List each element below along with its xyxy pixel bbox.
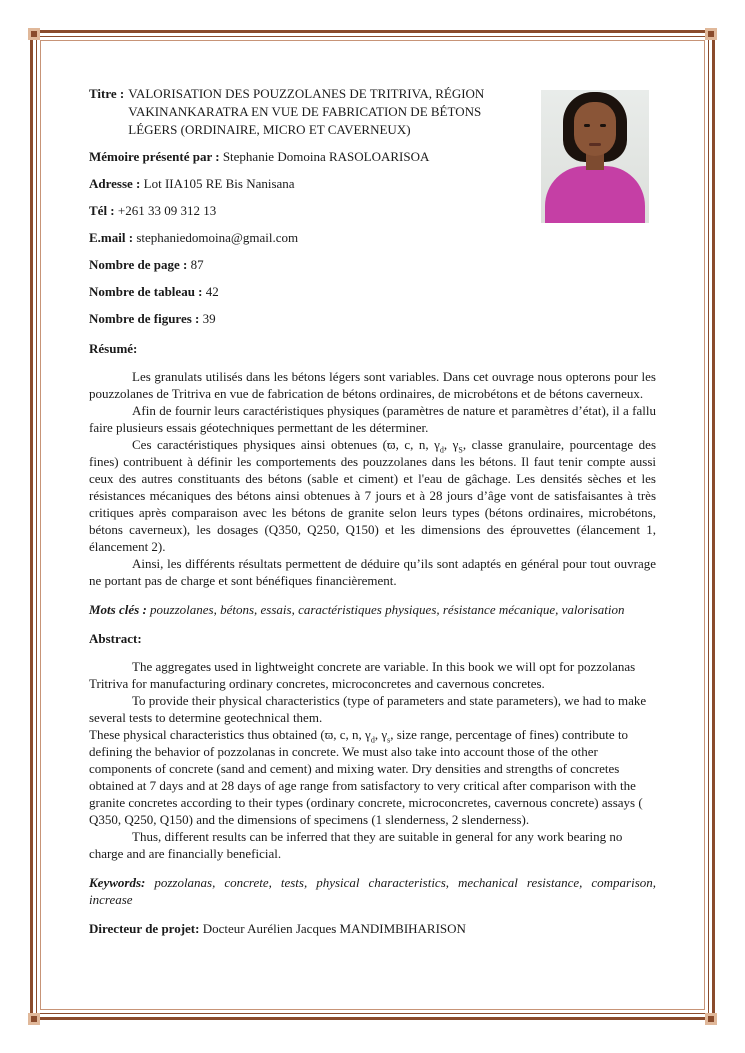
phone-field xyxy=(89,202,656,220)
resume-symbols: , γ xyxy=(443,437,459,452)
table-count-field xyxy=(89,283,656,301)
abstract-paragraph xyxy=(89,726,656,828)
address-value: Lot IIA105 RE Bis Nanisana xyxy=(143,176,295,191)
figure-count-value: 39 xyxy=(202,311,216,326)
author-field xyxy=(89,148,656,166)
resume-heading xyxy=(89,340,656,357)
project-director-label: Directeur de projet: xyxy=(89,921,200,936)
abstract-heading xyxy=(89,630,656,647)
abstract-symbols: , γ xyxy=(374,727,388,742)
border-corner-ornament xyxy=(705,28,717,40)
abstract-text: , size range, percentage of fines) contribute to defining the behavior of pozzolanas in concrete. We must also take into account those of the other components of concrete (sand and cement) and mixing water. Dry densities and strengths of concretes obtained at 7 days and at 28 days of age range from satisfactory to very critical after comparison with the granite concretes according to their types (ordinary concrete, microconcretes, cavernous concrete) assays ( Q350, Q250, Q150) and the dimensions of specimens (1 slenderness, 2 slenderness). xyxy=(89,727,643,827)
border-corner-ornament xyxy=(28,1013,40,1025)
page-count-field xyxy=(89,256,656,274)
phone-label: Tél : xyxy=(89,203,115,218)
resume-text: , classe granulaire, pourcentage des fines) contribuent à définir les comportements des pouzzolanes dans les bétons. Il faut tenir compte aussi ceux des autres constituants des bétons (sable et ciment) et l'eau de gâchage. Les densités sèches et les résistances mécaniques des bétons ainsi obtenues à 7 jours et à 28 jours d’âge vont de satisfaisantes à très critiques après comparaison avec les bétons de granite selon leurs types (bétons ordinaires, microbétons, bétons caverneux), les dosages (Q350, Q250, Q150) et les dimensions des éprouvettes (élancement 1, élancement 2). xyxy=(89,437,656,554)
title-label: Titre : xyxy=(89,86,125,101)
address-label: Adresse : xyxy=(89,176,141,191)
title-line: LÉGERS (ORDINAIRE, MICRO ET CAVERNEUX) xyxy=(128,122,411,137)
mots-cles xyxy=(89,601,656,618)
document-body xyxy=(89,85,656,937)
abstract-subscript: s xyxy=(387,735,391,745)
title-line: VALORISATION DES POUZZOLANES DE TRITRIVA, RÉGION xyxy=(128,86,485,101)
border-corner-ornament xyxy=(28,28,40,40)
figure-count-label: Nombre de figures : xyxy=(89,311,200,326)
resume-heading-text: Résumé: xyxy=(89,341,138,356)
address-field xyxy=(89,175,656,193)
project-director xyxy=(89,920,656,937)
keywords-label: Keywords: xyxy=(89,875,146,890)
border-corner-ornament xyxy=(705,1013,717,1025)
page-count-value: 87 xyxy=(190,257,204,272)
mots-cles-label: Mots clés : xyxy=(89,602,147,617)
title-line: VAKINANKARATRA EN VUE DE FABRICATION DE BÉTONS xyxy=(128,104,482,119)
abstract-heading-text: Abstract: xyxy=(89,631,142,646)
email-field xyxy=(89,229,656,247)
abstract-subscript: d xyxy=(370,735,375,745)
table-count-value: 42 xyxy=(205,284,219,299)
resume-symbols: ϖ, c, n, γ xyxy=(387,437,440,452)
abstract-paragraph: The aggregates used in lightweight concrete are variable. In this book we will opt for pozzolanas Tritriva for manufacturing ordinary concretes, microconcretes and cavernous concretes. xyxy=(89,659,636,691)
abstract-text: These physical characteristics thus obtained ( xyxy=(89,727,325,742)
resume-subscript: S xyxy=(458,445,463,455)
project-director-value: Docteur Aurélien Jacques MANDIMBIHARISON xyxy=(202,921,466,936)
abstract-paragraph: Thus, different results can be inferred that they are suitable in general for any work bearing no charge and are financially beneficial. xyxy=(89,829,623,861)
keywords-value: pozzolanas, concrete, tests, physical characteristics, mechanical resistance, comparison, increase xyxy=(89,875,656,907)
figure-count-field xyxy=(89,310,656,328)
resume-paragraph: Ainsi, les différents résultats permettent de déduire qu’ils sont adaptés en général pour tout ouvrage ne portant pas de charge et sont bénéfiques financièrement. xyxy=(89,556,656,588)
page-count-label: Nombre de page : xyxy=(89,257,188,272)
phone-value: +261 33 09 312 13 xyxy=(117,203,217,218)
author-value: Stephanie Domoina RASOLOARISOA xyxy=(222,149,430,164)
resume-subscript: d xyxy=(439,445,444,455)
resume-paragraph xyxy=(89,436,656,555)
keywords xyxy=(89,874,656,908)
abstract-symbols: ϖ, c, n, γ xyxy=(324,727,371,742)
table-count-label: Nombre de tableau : xyxy=(89,284,203,299)
abstract-paragraph: To provide their physical characteristics (type of parameters and state parameters), we had to make several tests to determine geotechnical them. xyxy=(89,693,647,725)
thesis-title xyxy=(89,85,656,139)
resume-paragraph: Afin de fournir leurs caractéristiques physiques (paramètres de nature et paramètres d’état), il a fallu faire plusieurs essais géotechniques permettant de les déterminer. xyxy=(89,403,656,435)
email-label: E.mail : xyxy=(89,230,134,245)
resume-text: Ces caractéristiques physiques ainsi obtenues ( xyxy=(132,437,388,452)
resume-paragraph: Les granulats utilisés dans les bétons légers sont variables. Dans cet ouvrage nous opterons pour les pouzzolanes de Tritriva en vue de fabrication de bétons ordinaires, de microbétons et de bétons caverneux. xyxy=(89,369,656,401)
email-value: stephaniedomoina@gmail.com xyxy=(136,230,299,245)
author-label: Mémoire présenté par : xyxy=(89,149,220,164)
mots-cles-value: pouzzolanes, bétons, essais, caractéristiques physiques, résistance mécanique, valorisation xyxy=(150,602,625,617)
